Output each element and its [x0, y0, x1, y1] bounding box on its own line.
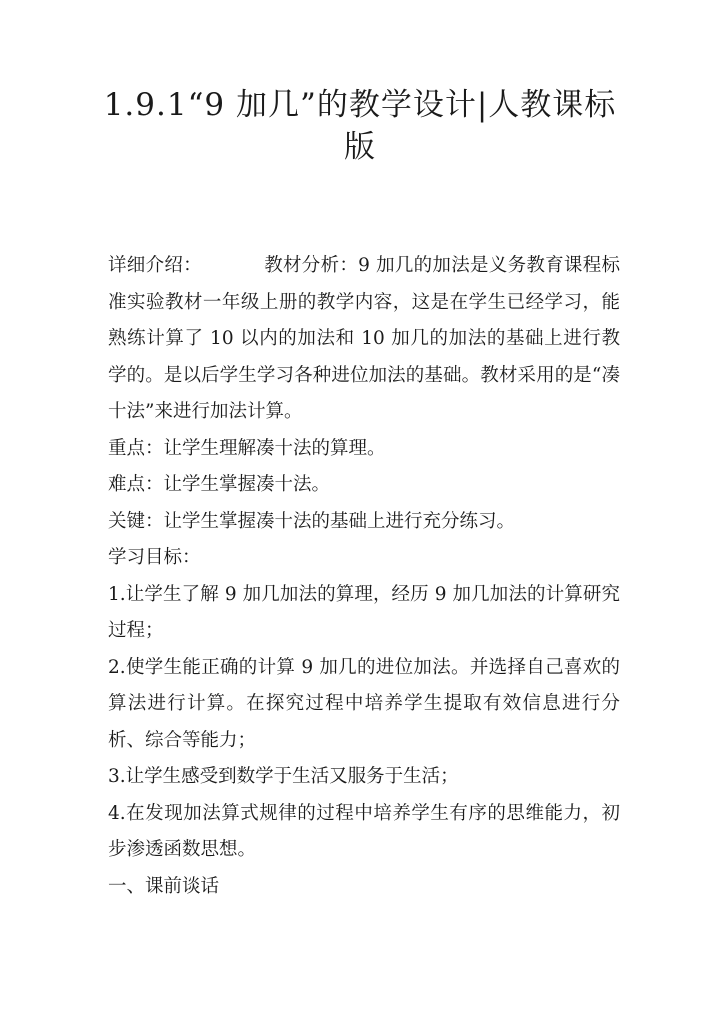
document-body [108, 248, 620, 905]
objective-item-1: 1.让学生了解 9 加几加法的算理，经历 9 加几加法的计算研究过程； [108, 583, 620, 641]
intro-label: 详细介绍： [108, 255, 202, 276]
section-heading: 一、课前谈话 [108, 875, 220, 897]
intro-text: 教材分析：9 加几的加法是义务教育课程标准实验教材一年级上册的教学内容，这是在学生已经学习，能熟练计算了 10 以内的加法和 10 加几的加法的基础上进行教学的。是以后学生学习各种进位加法的基础。教材采用的是“凑十法”来进行加法计算。 [108, 255, 620, 422]
key-point: 重点：让学生理解凑十法的算理。 [108, 437, 386, 459]
key-point-practice: 关键：让学生掌握凑十法的基础上进行充分练习。 [108, 510, 516, 532]
objective-item-4: 4.在发现加法算式规律的过程中培养学生有序的思维能力，初步渗透函数思想。 [108, 802, 620, 860]
objective-item-3: 3.让学生感受到数学于生活又服务于生活； [108, 766, 459, 787]
objectives-heading: 学习目标： [108, 547, 201, 568]
intro-paragraph [108, 248, 620, 431]
document-title: 1.9.1“9 加几”的教学设计|人教课标版 [103, 87, 617, 165]
objective-item-2: 2.使学生能正确的计算 9 加几的进位加法。并选择自己喜欢的算法进行计算。在探究过程中培养学生提取有效信息进行分析、综合等能力； [108, 656, 620, 751]
difficulty-point: 难点：让学生掌握凑十法。 [108, 474, 331, 495]
